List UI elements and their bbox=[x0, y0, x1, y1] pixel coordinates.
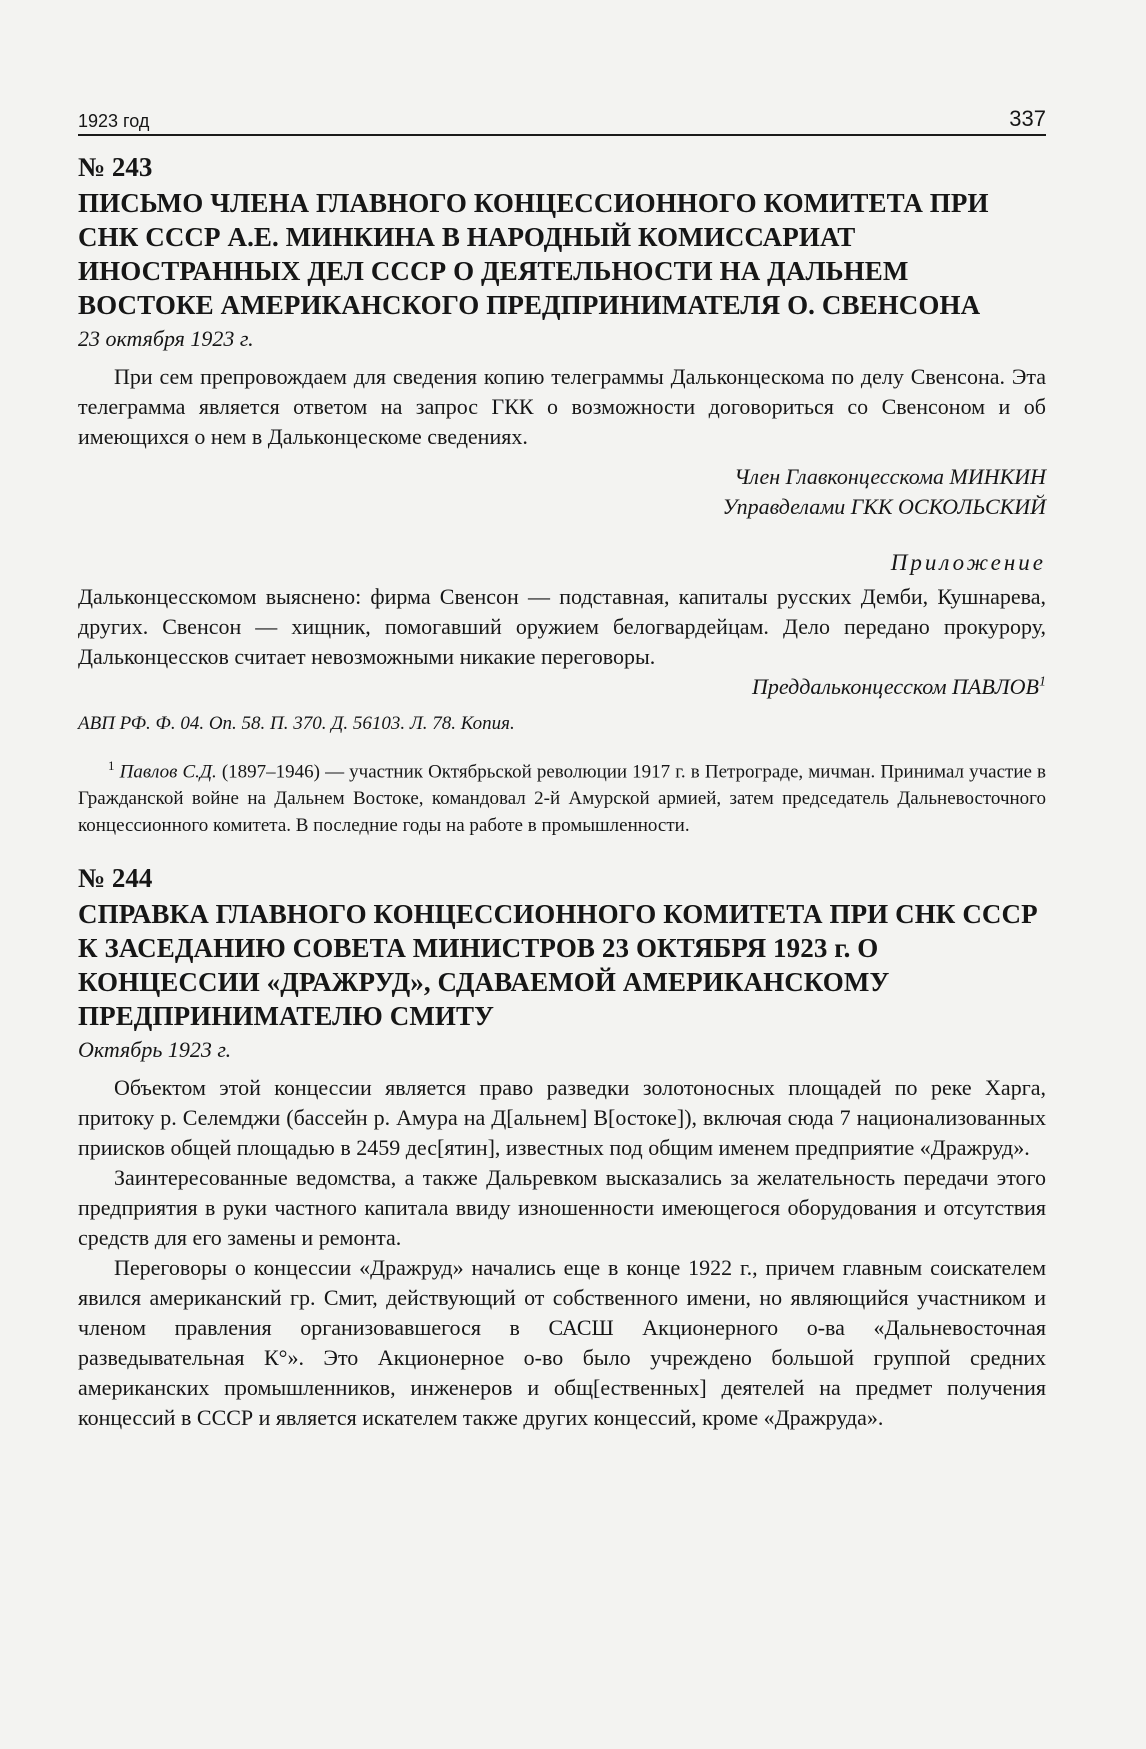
doc-243-number: № 243 bbox=[78, 152, 153, 182]
content bbox=[78, 150, 1046, 1433]
running-head bbox=[78, 106, 1046, 132]
page-number: 337 bbox=[1009, 106, 1046, 131]
footnote-ref: 1 bbox=[1039, 674, 1046, 690]
doc-244-paragraph-3: Переговоры о концессии «Дражруд» начались еще в конце 1922 г., причем главным соискателем явился американский гр. Смит, действующий от собственного имени, но являющийся участником и членом правления организовавшегося в САСШ Акционерного о-ва «Дальневосточная разведывательная К°». Это Акционерное о-во было учреждено большой группой средних американских промышленников, инженеров и общ[ественных] деятелей на предмет получения концессий в СССР и является искателем также других концессий, кроме «Дражруда». bbox=[78, 1255, 1046, 1431]
doc-244-title: СПРАВКА ГЛАВНОГО КОНЦЕССИОННОГО КОМИТЕТА ПРИ СНК СССР К ЗАСЕДАНИЮ СОВЕТА МИНИСТРОВ 23 ОКТЯБРЯ 1923 г. О КОНЦЕССИИ «ДРАЖРУД», СДАВАЕМОЙ АМЕРИКАНСКОМУ ПРЕДПРИНИМАТЕЛЮ СМИТУ bbox=[78, 899, 1038, 1032]
appendix-text: Дальконцесскомом выяснено: фирма Свенсон — подставная, капиталы русских Демби, Кушнарева, других. Свенсон — хищник, помогавший оружием белогвардейцам. Дело передано прокурору, Дальконцессков считает невозможными никакие переговоры. bbox=[78, 584, 1046, 669]
document-243 bbox=[78, 150, 1046, 839]
doc-243-title: ПИСЬМО ЧЛЕНА ГЛАВНОГО КОНЦЕССИОННОГО КОМИТЕТА ПРИ СНК СССР А.Е. МИНКИНА В НАРОДНЫЙ КОМИССАРИАТ ИНОСТРАННЫХ ДЕЛ СССР О ДЕЯТЕЛЬНОСТИ НА ДАЛЬНЕМ ВОСТОКЕ АМЕРИКАНСКОГО ПРЕДПРИНИМАТЕЛЯ О. СВЕНСОНА bbox=[78, 188, 989, 320]
running-head-year: 1923 год bbox=[78, 111, 150, 131]
signature-minkin: Член Главконцесскома МИНКИН bbox=[734, 464, 1046, 489]
doc-244-date: Октябрь 1923 г. bbox=[78, 1037, 232, 1063]
footnote bbox=[78, 752, 1046, 839]
signature-pavlov-text: Преддальконцесском ПАВЛОВ bbox=[751, 674, 1039, 699]
footnote-name: Павлов С.Д. bbox=[119, 761, 217, 783]
header-rule bbox=[78, 134, 1046, 136]
archive-reference: АВП РФ. Ф. 04. Оп. 58. П. 370. Д. 56103. Л. 78. Копия. bbox=[78, 713, 515, 734]
signature-pavlov bbox=[78, 672, 1046, 702]
signature-oskolsky: Управделами ГКК ОСКОЛЬСКИЙ bbox=[722, 494, 1046, 519]
spacer bbox=[78, 839, 1046, 861]
doc-243-body: При сем препровождаем для сведения копию телеграммы Дальконцескома по делу Свенсона. Эта телеграмма является ответом на запрос ГКК о возможности договориться со Свенсоном и об имеющихся о нем в Дальконцескоме сведениях. bbox=[78, 364, 1046, 449]
doc-243-date: 23 октября 1923 г. bbox=[78, 326, 254, 351]
appendix-label: Приложение bbox=[890, 550, 1046, 575]
document-244 bbox=[78, 861, 1046, 1433]
doc-244-number: № 244 bbox=[78, 863, 153, 894]
footnote-mark: 1 bbox=[108, 758, 115, 773]
doc-244-paragraph-2: Заинтересованные ведомства, а также Дальревком высказались за желательность передачи этого предприятия в руки частного капитала ввиду изношенности имеющегося оборудования и отсутствия средств для его замены и ремонта. bbox=[78, 1165, 1046, 1251]
doc-244-paragraph-1: Объектом этой концессии является право разведки золотоносных площадей по реке Харга, притоку р. Селемджи (бассейн р. Амура на Д[альнем] В[остоке]), включая сюда 7 национализованных приисков общей площадью в 2459 дес[ятин], известных под общим именем предприятие «Дражруд». bbox=[78, 1075, 1046, 1161]
footnote-text: (1897–1946) — участник Октябрьской революции 1917 г. в Петрограде, мичман. Принимал участие в Гражданской войне на Дальнем Востоке, командовал 2-й Амурской армией, затем председатель Дальневосточного концессионного комитета. В последние годы на работе в промышленности. bbox=[78, 761, 1047, 837]
